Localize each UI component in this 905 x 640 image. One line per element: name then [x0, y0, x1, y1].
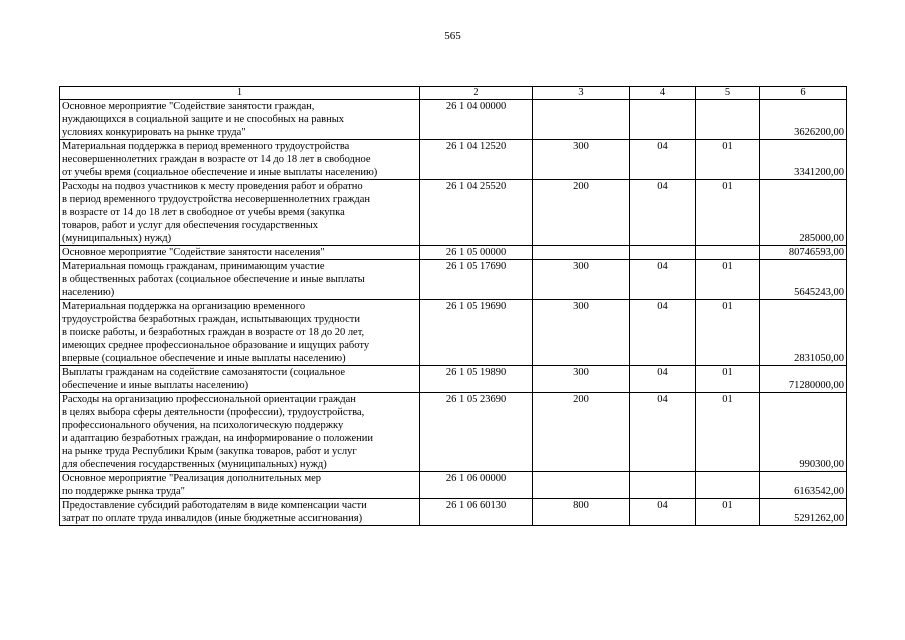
row-col5-cell: 01	[696, 260, 760, 300]
row-amount-cell: 285000,00	[760, 180, 847, 246]
row-name-cell: Материальная помощь гражданам, принимающим участие в общественных работах (социальное обеспечение и иные выплаты населению)	[60, 260, 420, 300]
row-amount-cell: 3341200,00	[760, 140, 847, 180]
row-name-cell: Материальная поддержка в период временного трудоустройства несовершеннолетних граждан в возрасте от 14 до 18 лет в свободное от учебы время (социальное обеспечение и иные выплаты населению)	[60, 140, 420, 180]
row-col3-cell: 300	[533, 366, 630, 393]
row-amount-cell: 71280000,00	[760, 366, 847, 393]
row-code-cell: 26 1 05 19690	[420, 300, 533, 366]
row-col4-cell: 04	[630, 393, 696, 472]
table-header-row	[60, 87, 847, 100]
row-col5-cell: 01	[696, 366, 760, 393]
row-name-cell: Выплаты гражданам на содействие самозанятости (социальное обеспечение и иные выплаты населению)	[60, 366, 420, 393]
row-code-cell: 26 1 05 17690	[420, 260, 533, 300]
row-col5-cell: 01	[696, 300, 760, 366]
column-header: 1	[60, 87, 420, 100]
row-col5-cell: 01	[696, 180, 760, 246]
row-code-cell: 26 1 06 60130	[420, 499, 533, 526]
row-amount-cell: 990300,00	[760, 393, 847, 472]
row-amount-cell: 6163542,00	[760, 472, 847, 499]
row-col3-cell: 300	[533, 300, 630, 366]
row-col3-cell	[533, 246, 630, 260]
table-row	[60, 140, 847, 180]
row-col5-cell	[696, 246, 760, 260]
table-row	[60, 260, 847, 300]
row-code-cell: 26 1 04 25520	[420, 180, 533, 246]
row-name-cell: Предоставление субсидий работодателям в виде компенсации части затрат по оплате труда инвалидов (иные бюджетные ассигнования)	[60, 499, 420, 526]
row-name-cell: Материальная поддержка на организацию временного трудоустройства безработных граждан, испытывающих трудности в поиске работы, и безработных граждан в возрасте от 18 до 20 лет, имеющих среднее профессиональное образование и ищущих работу впервые (социальное обеспечение и иные выплаты населению)	[60, 300, 420, 366]
row-code-cell: 26 1 04 00000	[420, 100, 533, 140]
row-name-cell: Расходы на организацию профессиональной ориентации граждан в целях выбора сферы деятельности (профессии), трудоустройства, профессионального обучения, на психологическую поддержку и адаптацию безработных граждан, на информирование о положении на рынке труда Республики Крым (закупка товаров, работ и услуг для обеспечения государственных (муниципальных) нужд)	[60, 393, 420, 472]
column-header: 6	[760, 87, 847, 100]
table-row	[60, 472, 847, 499]
budget-table	[59, 86, 847, 526]
row-name-cell: Основное мероприятие "Содействие занятости граждан, нуждающихся в социальной защите и не способных на равных условиях конкурировать на рынке труда"	[60, 100, 420, 140]
row-col4-cell: 04	[630, 180, 696, 246]
table-row	[60, 180, 847, 246]
row-col5-cell	[696, 472, 760, 499]
column-header: 2	[420, 87, 533, 100]
row-col3-cell: 300	[533, 140, 630, 180]
table-row	[60, 246, 847, 260]
row-code-cell: 26 1 05 00000	[420, 246, 533, 260]
table-row	[60, 300, 847, 366]
row-name-cell: Основное мероприятие "Содействие занятости населения"	[60, 246, 420, 260]
table-row	[60, 100, 847, 140]
row-amount-cell: 3626200,00	[760, 100, 847, 140]
column-header: 3	[533, 87, 630, 100]
row-col5-cell: 01	[696, 393, 760, 472]
row-amount-cell: 5291262,00	[760, 499, 847, 526]
row-col4-cell: 04	[630, 499, 696, 526]
row-amount-cell: 80746593,00	[760, 246, 847, 260]
row-col3-cell: 200	[533, 393, 630, 472]
row-col5-cell	[696, 100, 760, 140]
row-code-cell: 26 1 05 19890	[420, 366, 533, 393]
table-row	[60, 393, 847, 472]
row-col5-cell: 01	[696, 140, 760, 180]
page-number: 565	[444, 30, 461, 42]
table-row	[60, 366, 847, 393]
row-col3-cell	[533, 472, 630, 499]
row-col4-cell	[630, 472, 696, 499]
row-name-cell: Расходы на подвоз участников к месту проведения работ и обратно в период временного трудоустройства несовершеннолетних граждан в возрасте от 14 до 18 лет в свободное от учебы время (закупка товаров, работ и услуг для обеспечения государственных (муниципальных) нужд)	[60, 180, 420, 246]
row-col4-cell: 04	[630, 140, 696, 180]
row-col3-cell: 200	[533, 180, 630, 246]
row-amount-cell: 5645243,00	[760, 260, 847, 300]
row-col4-cell	[630, 100, 696, 140]
row-col4-cell: 04	[630, 366, 696, 393]
row-name-cell: Основное мероприятие "Реализация дополнительных мер по поддержке рынка труда"	[60, 472, 420, 499]
row-code-cell: 26 1 05 23690	[420, 393, 533, 472]
row-code-cell: 26 1 04 12520	[420, 140, 533, 180]
row-col4-cell: 04	[630, 260, 696, 300]
row-code-cell: 26 1 06 00000	[420, 472, 533, 499]
row-col3-cell: 300	[533, 260, 630, 300]
row-col3-cell	[533, 100, 630, 140]
column-header: 4	[630, 87, 696, 100]
row-amount-cell: 2831050,00	[760, 300, 847, 366]
row-col4-cell: 04	[630, 300, 696, 366]
row-col4-cell	[630, 246, 696, 260]
column-header: 5	[696, 87, 760, 100]
row-col5-cell: 01	[696, 499, 760, 526]
table-row	[60, 499, 847, 526]
row-col3-cell: 800	[533, 499, 630, 526]
